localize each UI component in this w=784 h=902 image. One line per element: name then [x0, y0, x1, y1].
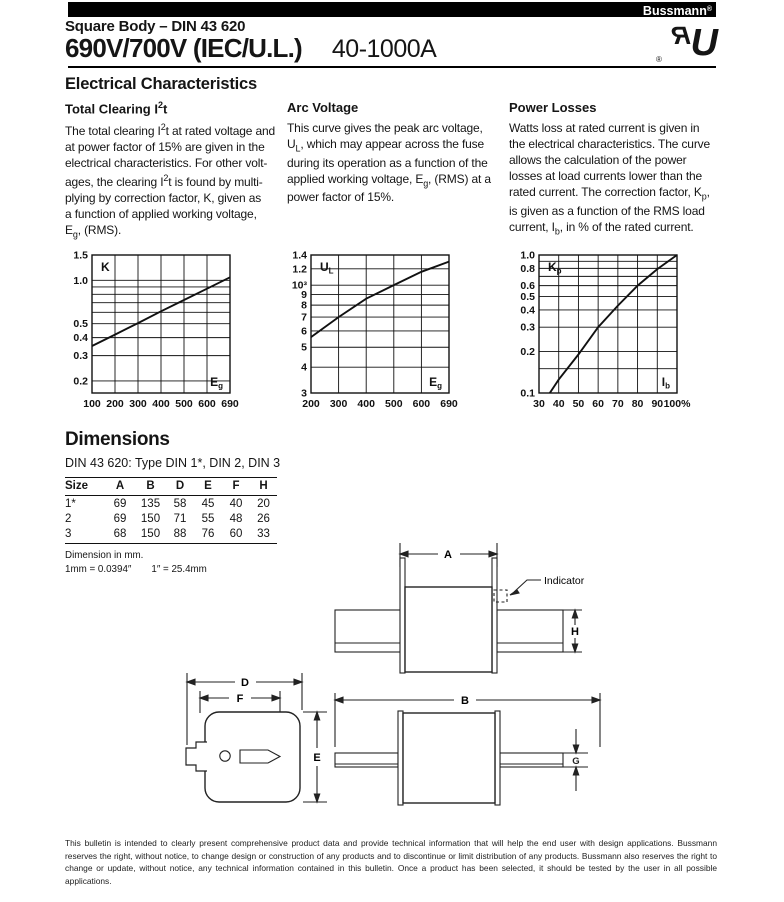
column-body: The total clearing $I^2t$ at rated voltage and at power factor of 15% are given in the electrical characteristics. For other volt- ages, the clearing $I^2t$ is found by multi- plying by correction factor, K, given as a function of applied working voltage, $E_g$, (RMS). — [65, 122, 276, 240]
svg-text:600: 600 — [412, 398, 431, 410]
col-header: A — [105, 478, 135, 496]
page-title: 690V/700V (IEC/U.L.) — [65, 33, 302, 63]
section-title-dimensions: Dimensions — [65, 429, 170, 450]
legal-footer: This bulletin is intended to clearly present comprehensive product data and provide technical information that will help the end user with design applications. Bussmann reserves the right, without notice, to change design or construction of any products and to discontinue or limit distribution of any products. Bussmann also reserves the right to change or update, without notice, any technical information contained in this bulletin. Once a product has been selected, it should be tested by the user in all possible applications. — [65, 838, 717, 886]
svg-text:300: 300 — [129, 398, 147, 410]
ul-recognized-mark-icon — [632, 22, 716, 66]
svg-text:0.4: 0.4 — [73, 332, 88, 345]
table-cell: 58 — [173, 497, 187, 510]
table-cell: 135 — [140, 497, 161, 510]
dimensions-note-conversion — [65, 564, 227, 575]
svg-text:5: 5 — [301, 341, 307, 354]
table-row — [65, 511, 277, 526]
ul-registered-symbol: ® — [656, 55, 662, 64]
dim-label-g: G — [572, 756, 580, 767]
svg-text:690: 690 — [440, 398, 458, 410]
svg-text:0.2: 0.2 — [73, 375, 88, 388]
chart-axis-label: $I_b$ — [661, 375, 670, 391]
column-body: This curve gives the peak arc voltage, $U_L$, which may appear across the fuse during its operation as a function of the applied working voltage, $E_g$, (RMS) at a power factor of 15%. — [287, 121, 491, 205]
svg-text:0.3: 0.3 — [73, 350, 88, 363]
table-cell: 71 — [173, 512, 187, 525]
column-body: Watts loss at rated current is given in the electrical characteristics. The curve allows the calculation of the power losses at load currents lower than the rated current. The correction factor, $K_p$, is given as a function of the RMS load current, $I_b$, in % of the rated current. — [509, 121, 711, 237]
chart-corner-label: $K_p$ — [548, 260, 562, 276]
svg-text:1.2: 1.2 — [292, 263, 307, 276]
svg-text:1.4: 1.4 — [292, 249, 307, 262]
svg-text:500: 500 — [175, 398, 193, 410]
svg-text:1.0: 1.0 — [520, 249, 535, 262]
svg-text:690: 690 — [221, 398, 239, 410]
chart-power-losses-kp — [512, 246, 726, 414]
svg-text:10³: 10³ — [291, 279, 307, 292]
dim-label-h: H — [571, 626, 579, 638]
ul-mark-u: U — [690, 22, 716, 64]
chart-axis-label: $E_g$ — [210, 375, 223, 391]
indicator-label: Indicator — [544, 575, 585, 587]
table-cell: 33 — [250, 526, 277, 543]
table-cell: 48 — [229, 512, 243, 525]
svg-text:400: 400 — [152, 398, 170, 410]
chart-corner-label: K — [101, 260, 110, 274]
table-cell: 55 — [201, 512, 215, 525]
table-header-row — [65, 478, 277, 496]
table-cell: 2 — [65, 512, 72, 525]
svg-text:30: 30 — [533, 398, 545, 410]
column-heading: Power Losses — [509, 100, 597, 115]
dimensions-table — [65, 477, 277, 544]
table-cell: 1* — [65, 497, 76, 510]
table-row — [65, 526, 277, 543]
chart-arc-voltage — [284, 246, 498, 414]
svg-text:80: 80 — [631, 398, 644, 410]
drawing-fuse-side-view-b — [318, 685, 610, 807]
header-rule — [68, 66, 716, 68]
dim-label-b: B — [461, 695, 469, 707]
chart-total-clearing-k — [65, 246, 279, 414]
svg-text:0.6: 0.6 — [520, 280, 535, 293]
mm-to-inch: 1mm = 0.0394″ — [65, 564, 132, 575]
table-cell: 88 — [166, 526, 194, 543]
column-heading: Total Clearing $I^2t$ — [65, 100, 168, 117]
col-header: D — [166, 478, 194, 496]
svg-text:6: 6 — [301, 325, 307, 338]
chart-corner-label: $U_L$ — [320, 260, 334, 276]
table-cell: 3 — [65, 526, 105, 543]
svg-text:60: 60 — [592, 398, 604, 410]
svg-text:0.3: 0.3 — [520, 321, 535, 334]
svg-text:100%: 100% — [663, 398, 691, 410]
svg-text:1.0: 1.0 — [73, 274, 88, 287]
svg-text:8: 8 — [301, 299, 307, 312]
svg-text:400: 400 — [357, 398, 375, 410]
drawing-fuse-side-view — [320, 537, 590, 687]
svg-text:300: 300 — [329, 398, 348, 410]
svg-text:90: 90 — [651, 398, 664, 410]
drawing-fuse-end-view — [180, 663, 335, 815]
svg-text:4: 4 — [301, 361, 307, 374]
svg-text:7: 7 — [301, 311, 307, 324]
table-row — [65, 496, 277, 512]
svg-text:9: 9 — [301, 289, 307, 302]
dim-label-d: D — [241, 677, 249, 689]
svg-text:0.5: 0.5 — [73, 318, 88, 331]
svg-text:600: 600 — [198, 398, 216, 410]
table-cell: 76 — [194, 526, 222, 543]
amp-range: 40-1000A — [331, 35, 437, 63]
title-row — [65, 33, 436, 64]
svg-text:0.1: 0.1 — [520, 387, 535, 400]
table-cell: 150 — [135, 526, 166, 543]
dimensions-note-units: Dimension in mm. — [65, 550, 144, 561]
svg-text:50: 50 — [572, 398, 585, 410]
table-cell: 150 — [140, 512, 161, 525]
ul-mark-reversed-r: R — [672, 22, 692, 50]
svg-text:500: 500 — [385, 398, 403, 410]
column-total-clearing — [65, 100, 285, 240]
svg-text:200: 200 — [106, 398, 124, 410]
svg-text:0.4: 0.4 — [520, 304, 535, 317]
dim-label-a: A — [444, 549, 452, 561]
table-cell: 69 — [113, 512, 127, 525]
svg-text:100: 100 — [83, 398, 101, 410]
svg-text:3: 3 — [301, 387, 307, 400]
doc-subtitle: Square Body – DIN 43 620 — [65, 18, 246, 35]
svg-text:0.5: 0.5 — [520, 291, 535, 304]
chart-axis-label: $E_g$ — [429, 375, 442, 391]
svg-text:0.2: 0.2 — [520, 345, 535, 358]
col-header: E — [194, 478, 222, 496]
brand-registered-symbol: ® — [706, 6, 712, 13]
table-cell: 69 — [113, 497, 127, 510]
svg-text:40: 40 — [552, 398, 565, 410]
brand-bar — [68, 2, 716, 17]
column-heading: Arc Voltage — [287, 100, 359, 115]
brand-logo-text: Bussmann — [642, 4, 707, 18]
section-title-electrical: Electrical Characteristics — [65, 75, 257, 93]
dimensions-subtitle: DIN 43 620: Type DIN 1*, DIN 2, DIN 3 — [65, 456, 281, 470]
svg-text:70: 70 — [612, 398, 624, 410]
table-cell: 40 — [229, 497, 243, 510]
col-header: H — [250, 478, 277, 496]
svg-text:0.8: 0.8 — [520, 262, 535, 275]
table-cell: 26 — [257, 512, 270, 525]
column-arc-voltage — [287, 100, 507, 205]
inch-to-mm: 1″ = 25.4mm — [151, 564, 207, 575]
col-header: B — [135, 478, 166, 496]
column-power-losses — [509, 100, 729, 237]
table-cell: 60 — [222, 526, 250, 543]
table-cell: 20 — [257, 497, 270, 510]
dim-label-f: F — [236, 693, 244, 705]
svg-text:200: 200 — [302, 398, 320, 410]
col-header: F — [222, 478, 250, 496]
electrical-columns — [65, 100, 725, 245]
svg-text:1.5: 1.5 — [73, 249, 88, 262]
col-header: Size — [65, 478, 105, 496]
dim-label-e: E — [313, 752, 321, 764]
charts-row — [65, 246, 725, 418]
table-cell: 68 — [105, 526, 135, 543]
table-cell: 45 — [201, 497, 215, 510]
